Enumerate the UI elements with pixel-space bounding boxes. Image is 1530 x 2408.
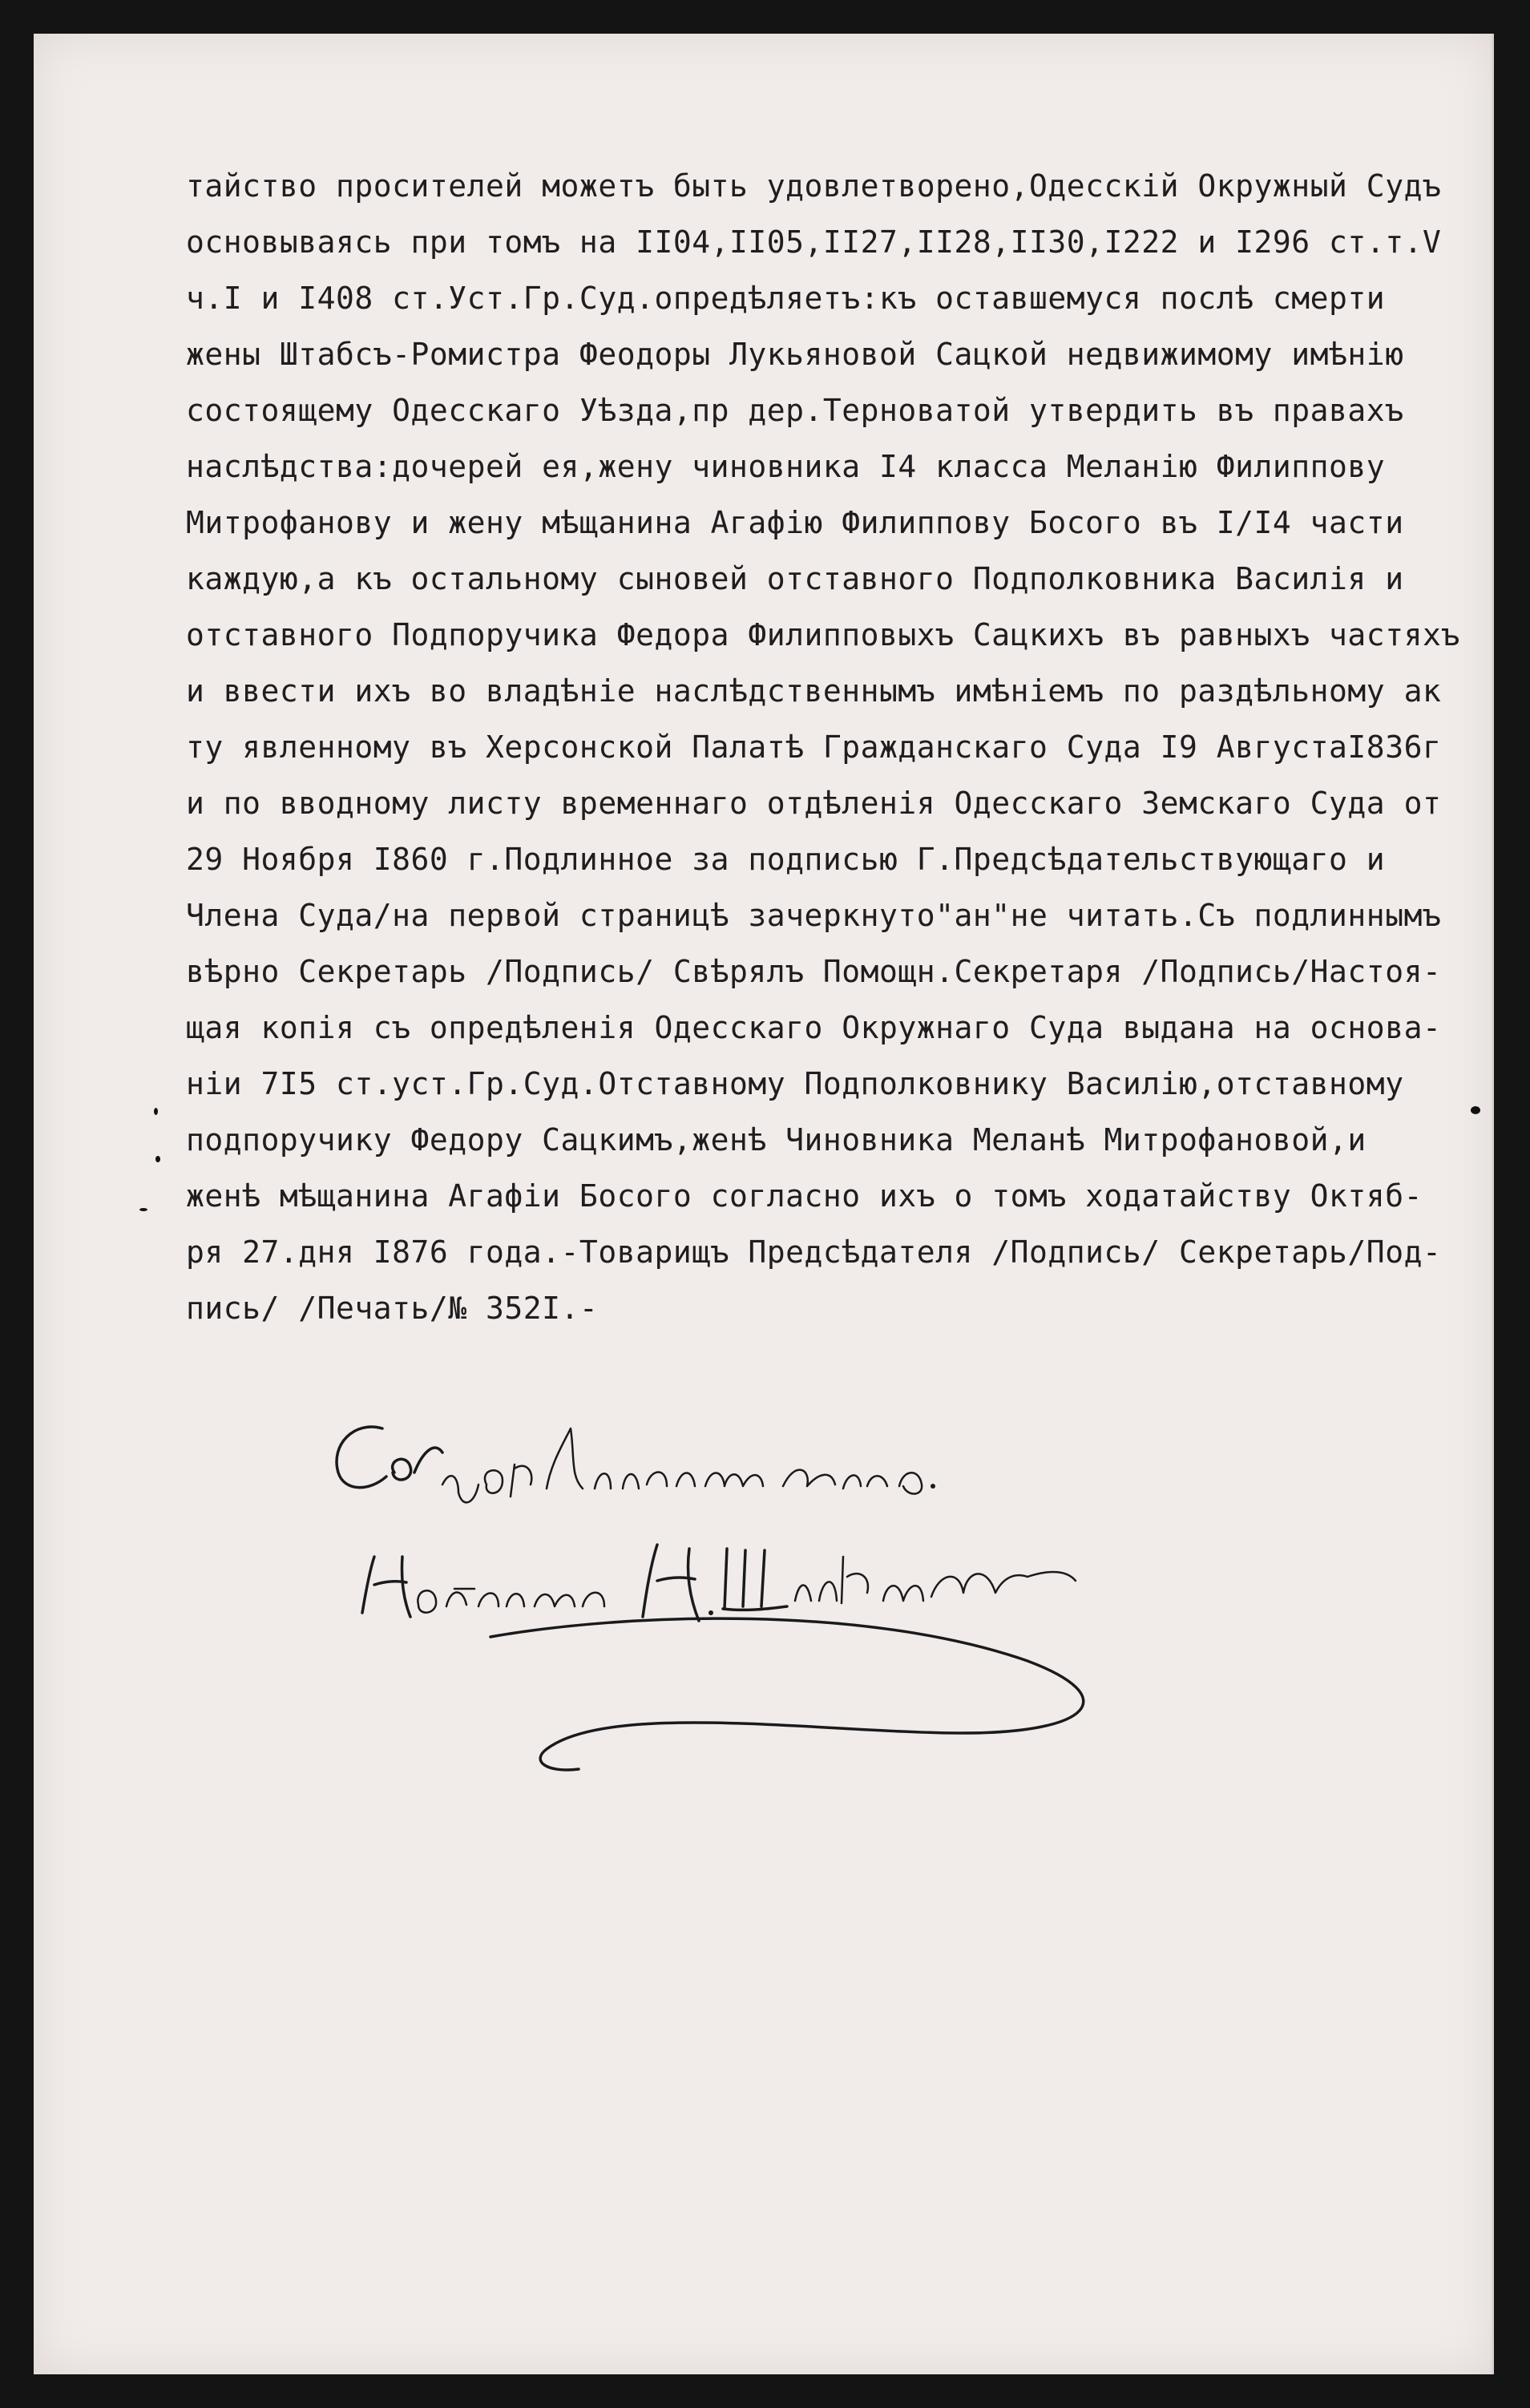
text-line: каждую,а къ остальному сыновей отставного Подполковника Василія и: [186, 561, 1404, 596]
text-line: и по вводному листу временнаго отдѣленія Одесскаго Земскаго Суда от: [186, 786, 1442, 821]
text-line: жены Штабсъ-Ромистра Феодоры Лукьяновой Сацкой недвижимому имѣнію: [186, 337, 1404, 372]
notary-title: [362, 1557, 604, 1617]
ink-speck: [155, 1156, 160, 1162]
handwritten-signature: [306, 1396, 1348, 1813]
text-line: ніи 7I5 ст.уст.Гр.Суд.Отставному Подполковнику Василію,отставному: [186, 1066, 1404, 1101]
text-line: вѣрно Секретарь /Подпись/ Свѣрялъ Помощн.Секретаря /Подпись/Настоя-: [186, 954, 1442, 989]
text-line: Члена Суда/на первой страницѣ зачеркнуто"ан"не читать.Съ подлиннымъ: [186, 898, 1442, 933]
text-line: пись/ /Печать/№ 352I.-: [186, 1291, 599, 1326]
text-line: ря 27.дня I876 года.-Товарищъ Предсѣдателя /Подпись/ Секретарь/Под-: [186, 1234, 1442, 1270]
text-line: наслѣдства:дочерей ея,жену чиновника I4 класса Меланію Филиппову: [186, 449, 1386, 484]
ink-speck: [139, 1208, 147, 1211]
text-line: состоящему Одесскаго Уѣзда,пр дер.Терноватой утвердить въ правахъ: [186, 393, 1404, 428]
text-line: ч.I и I408 ст.Уст.Гр.Суд.опредѣляетъ:къ оставшемуся послѣ смерти: [186, 281, 1386, 316]
ink-speck: [154, 1108, 158, 1115]
text-line: Митрофанову и жену мѣщанина Агафію Филиппову Босого въ I/I4 части: [186, 505, 1404, 540]
document-page: [34, 34, 1494, 2374]
text-line: отставного Подпоручика Федора Филипповыхъ Сацкихъ въ равныхъ частяхъ: [186, 617, 1460, 653]
text-line: и ввести ихъ во владѣніе наслѣдственнымъ имѣніемъ по раздѣльному ак: [186, 673, 1442, 709]
text-line: ту явленному въ Херсонской Палатѣ Гражданскаго Суда I9 АвгустаI836г: [186, 729, 1442, 765]
text-line: щая копія съ опредѣленія Одесскаго Окружнаго Суда выдана на основа-: [186, 1010, 1442, 1045]
text-line: тайство просителей можетъ быть удовлетворено,Одесскій Окружный Судъ: [186, 168, 1442, 204]
ink-speck: [1471, 1106, 1480, 1114]
text-line: основываясь при томъ на II04,II05,II27,II28,II30,I222 и I296 ст.т.V: [186, 224, 1442, 260]
handwritten-certification: [337, 1427, 935, 1502]
notary-name: [490, 1545, 1084, 1770]
text-line: подпоручику Федору Сацкимъ,женѣ Чиновника Меланѣ Митрофановой,и: [186, 1122, 1367, 1158]
text-line: 29 Ноября I860 г.Подлинное за подписью Г.Предсѣдательствующаго и: [186, 842, 1386, 877]
text-line: женѣ мѣщанина Агафіи Босого согласно ихъ о томъ ходатайству Октяб-: [186, 1178, 1423, 1214]
typed-text-block: [186, 158, 1500, 1336]
